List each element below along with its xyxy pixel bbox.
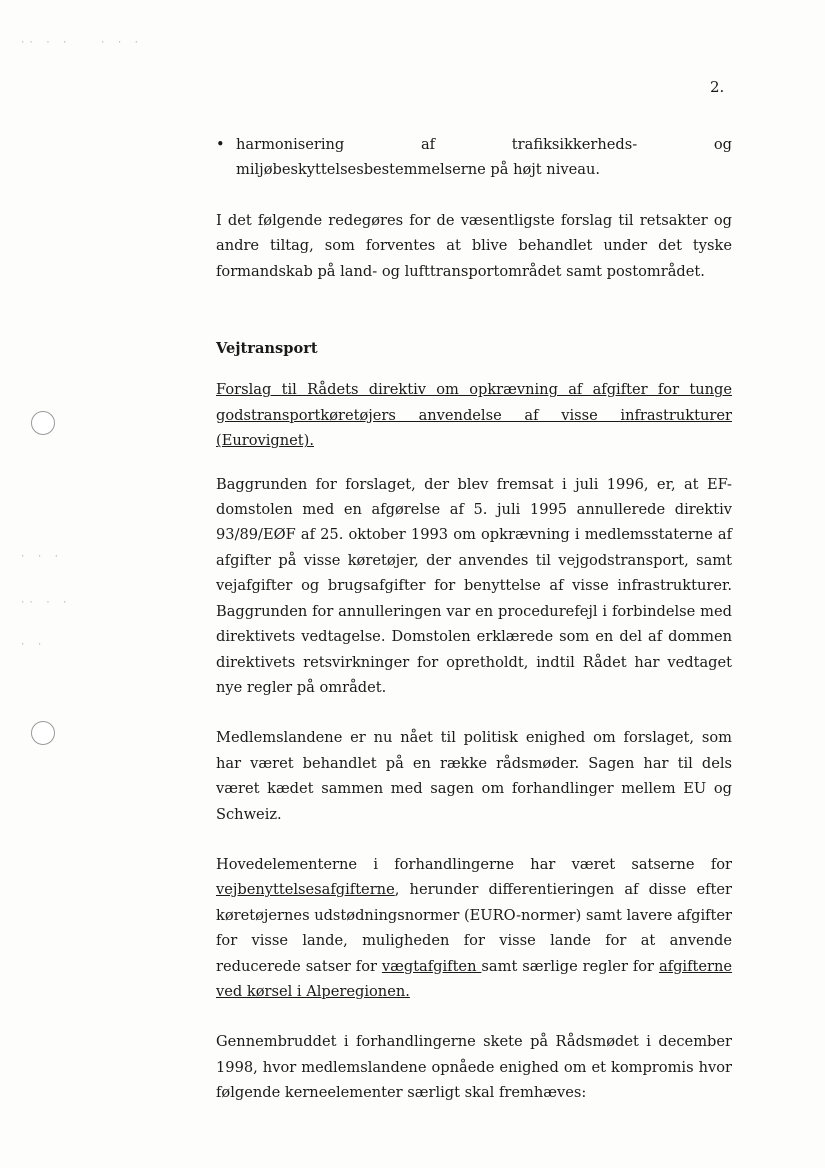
punch-hole	[31, 411, 55, 435]
text-run: samt særlige regler for	[481, 957, 659, 975]
page-number: 2.	[710, 78, 725, 96]
punch-hole	[31, 721, 55, 745]
main-elements-paragraph	[216, 852, 732, 1004]
bullet-text: harmonisering af trafiksikkerheds- og miljøbeskyttelsesbestemmelserne på højt niveau.	[236, 136, 732, 179]
underlined-term: vægtafgiften	[381, 957, 482, 975]
scan-speckle: ·· · ·	[20, 598, 71, 608]
section-heading: Vejtransport	[216, 340, 318, 358]
proposal-title: Forslag til Rådets direktiv om opkrævning af afgifter for tunge godstransportkøretøjers anvendelse af visse infrastrukturer (Eurovignet).	[216, 381, 732, 450]
document-body	[216, 132, 732, 1131]
scan-speckle: · · ·	[20, 552, 63, 562]
scan-speckle: · ·	[20, 640, 46, 650]
underlined-term: vejbenyttelsesafgifterne	[216, 881, 395, 899]
underlined-term: afgifterne ved kørsel i Alperegionen.	[216, 957, 732, 1000]
bullet-dot: •	[216, 136, 225, 153]
text-run: Hovedelementerne i forhandlingerne har været satserne for	[216, 855, 732, 873]
intro-paragraph: I det følgende redegøres for de væsentligste forslag til retsakter og andre tiltag, som forventes at blive behandlet under det tyske formandskab på land- og lufttransportområdet samt postområdet.	[216, 211, 732, 280]
agreement-paragraph: Medlemslandene er nu nået til politisk enighed om forslaget, som har været behandlet på en række rådsmøder. Sagen har til dels været kædet sammen med sagen om forhandlinger mellem EU og Schweiz.	[216, 729, 732, 823]
scan-speckle: · · ·	[100, 38, 143, 48]
background-paragraph: Baggrunden for forslaget, der blev fremsat i juli 1996, er, at EF-domstolen med en afgørelse af 5. juli 1995 annullerede direktiv 93/89/EØF af 25. oktober 1993 om opkrævning i medlemsstaterne af afgifter på visse køretøjer, der anvendes til vejgodstransport, samt vejafgifter og brugsafgifter for benyttelse af visse infrastrukturer. Baggrunden for annulleringen var en procedurefejl i forbindelse med direktivets vedtagelse. Domstolen erklærede som en del af dommen direktivets retsvirkninger for opretholdt, indtil Rådet har vedtaget nye regler på området.	[216, 475, 732, 696]
text-run: , herunder differentieringen af disse efter køretøjernes udstødningsnormer (EURO-normer) samt lavere afgifter for visse lande, muligheden for visse lande for at anvende reducerede satser for	[216, 881, 732, 975]
breakthrough-paragraph: Gennembruddet i forhandlingerne skete på Rådsmødet i december 1998, hvor medlemslandene opnåede enighed om et kompromis hvor følgende kerneelementer særligt skal fremhæves:	[216, 1033, 732, 1102]
bullet-item	[216, 132, 732, 183]
scan-speckle: ·· · ·	[20, 38, 71, 48]
